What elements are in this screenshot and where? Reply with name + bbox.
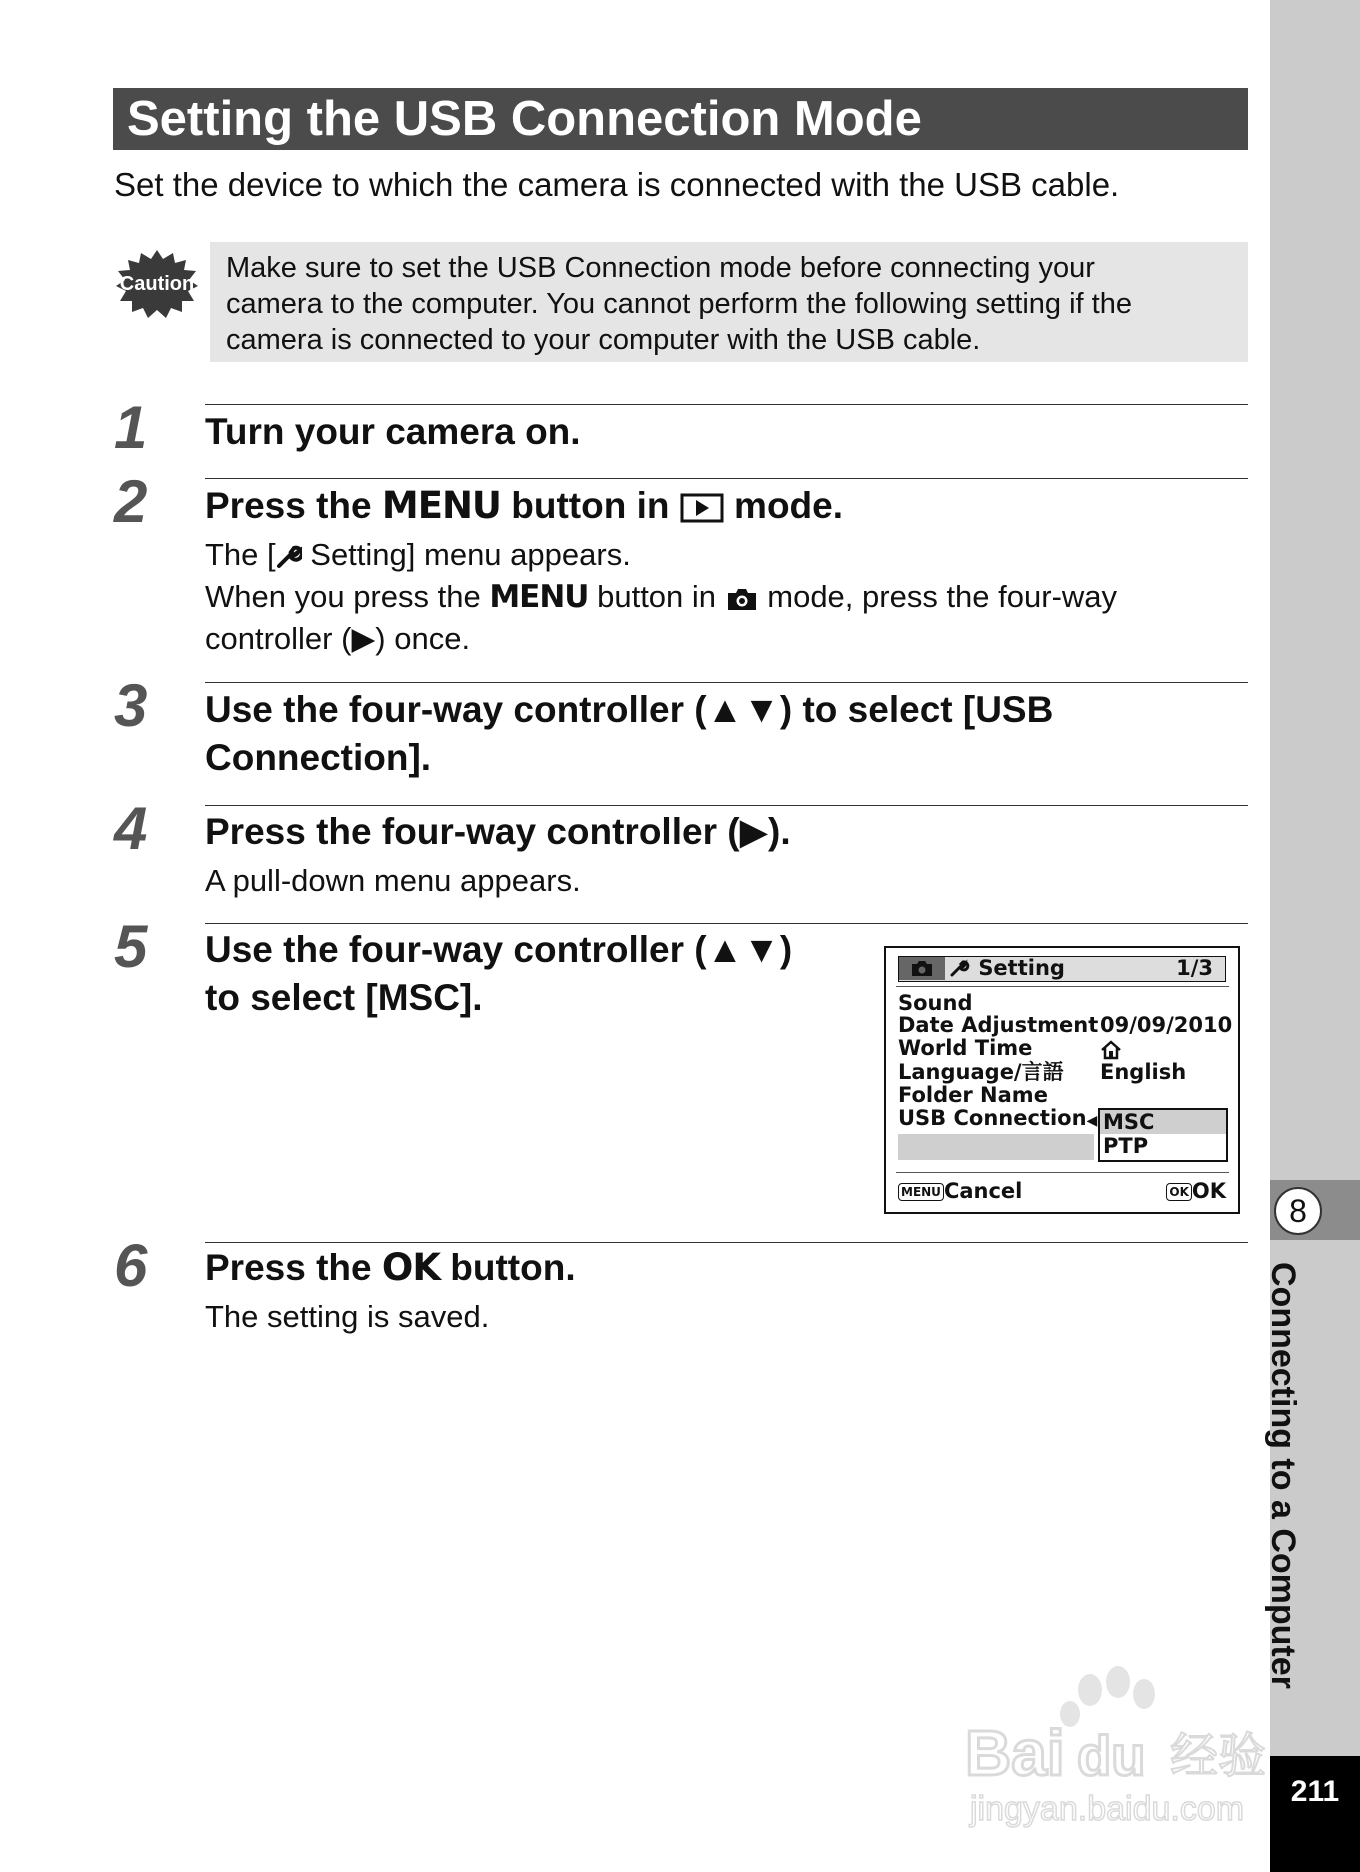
caution-icon: [116, 250, 198, 318]
step-heading: Press the OK button.: [205, 1246, 576, 1289]
step-heading: Use the four-way controller (▲▼): [205, 929, 793, 970]
menu-row-world-time: World Time: [898, 1036, 1033, 1060]
step-text: controller (▶) once.: [205, 621, 471, 656]
step-number: 3: [114, 672, 148, 739]
camera-icon: [725, 586, 759, 612]
chapter-title: Connecting to a Computer: [1264, 1262, 1302, 1689]
menu-button-label: MENU: [381, 484, 501, 527]
camera-tab: [899, 957, 945, 980]
step-heading: Connection].: [205, 737, 432, 778]
selected-row-highlight: [898, 1134, 1094, 1160]
menu-page-indicator: 1/3: [1176, 956, 1213, 980]
cancel-hint: MENU Cancel: [898, 1178, 1022, 1204]
caution-line: camera to the computer. You cannot perform the following setting if the: [226, 288, 1132, 320]
step-divider: [205, 682, 1248, 683]
caution-label: Caution: [119, 273, 195, 295]
screen-divider: [896, 986, 1229, 987]
watermark-brand2: du: [1077, 1724, 1146, 1787]
step-heading: Press the four-way controller (▶).: [205, 811, 791, 852]
menu-button-label: MENU: [489, 579, 589, 615]
camera-icon: [899, 957, 945, 980]
step-divider: [205, 478, 1248, 479]
menu-row-folder-name: Folder Name: [898, 1083, 1048, 1107]
dropdown-option-msc: MSC: [1103, 1110, 1155, 1134]
watermark-brand: Bai: [965, 1717, 1065, 1789]
step-divider: [205, 805, 1248, 806]
wrench-icon: [949, 958, 971, 978]
dropdown-option-ptp: PTP: [1103, 1134, 1149, 1158]
step-number: 5: [114, 913, 148, 980]
menu-row-sound: Sound: [898, 991, 973, 1015]
step-text: The setting is saved.: [205, 1299, 490, 1334]
chapter-number: 8: [1274, 1187, 1322, 1235]
menu-row-date: Date Adjustment: [898, 1013, 1099, 1037]
step-number: 4: [114, 795, 148, 862]
caution-line: camera is connected to your computer with the USB cable.: [226, 324, 981, 356]
page-number: 211: [1270, 1756, 1360, 1872]
step-heading: to select [MSC].: [205, 977, 483, 1018]
caution-box: [210, 242, 1248, 362]
step-divider: [205, 923, 1248, 924]
ok-hint: OK OK: [1166, 1178, 1226, 1204]
usb-dropdown: [1098, 1108, 1228, 1162]
camera-menu-screen: [884, 946, 1240, 1214]
step-text: A pull-down menu appears.: [205, 863, 581, 898]
step-divider: [205, 1242, 1248, 1243]
menu-tab-bar: [898, 956, 1226, 982]
language-value: English: [1100, 1060, 1187, 1084]
step-divider: [205, 404, 1248, 405]
watermark-url: jingyan.baidu.com: [970, 1790, 1245, 1828]
screen-divider: [896, 1172, 1229, 1173]
menu-row-usb-connection: USB Connection◀: [898, 1106, 1098, 1130]
page-title: Setting the USB Connection Mode: [113, 88, 1248, 150]
watermark-cn: 经验: [1170, 1728, 1267, 1784]
step-text: The [ Setting] menu appears.: [205, 537, 631, 572]
ok-key-icon: OK: [1166, 1183, 1192, 1201]
date-value: 09/09/2010: [1100, 1013, 1233, 1037]
step-number: 1: [114, 394, 148, 461]
step-text: When you press the MENU button in mode, press the four-way: [205, 579, 1118, 615]
menu-key-icon: MENU: [898, 1183, 944, 1201]
step-number: 6: [114, 1232, 148, 1299]
setting-tab: Setting: [949, 957, 1065, 980]
step-heading: Turn your camera on.: [205, 411, 581, 452]
caution-line: Make sure to set the USB Connection mode before connecting your: [226, 252, 1095, 284]
step-number: 2: [114, 468, 148, 535]
menu-row-language: Language/言語: [898, 1060, 1064, 1084]
ok-button-label: OK: [381, 1246, 440, 1289]
step-heading: Use the four-way controller (▲▼) to select [USB: [205, 689, 1054, 730]
baidu-watermark: [960, 1660, 1270, 1840]
home-icon: [1100, 1040, 1122, 1060]
step-heading: Press the MENU button in mode.: [205, 484, 844, 527]
playback-mode-icon: [680, 492, 724, 524]
wrench-icon: [276, 544, 302, 570]
intro-text: Set the device to which the camera is connected with the USB cable.: [114, 166, 1120, 203]
right-arrow-icon: ▶: [351, 621, 376, 656]
left-arrow-icon: ◀: [1086, 1113, 1098, 1129]
